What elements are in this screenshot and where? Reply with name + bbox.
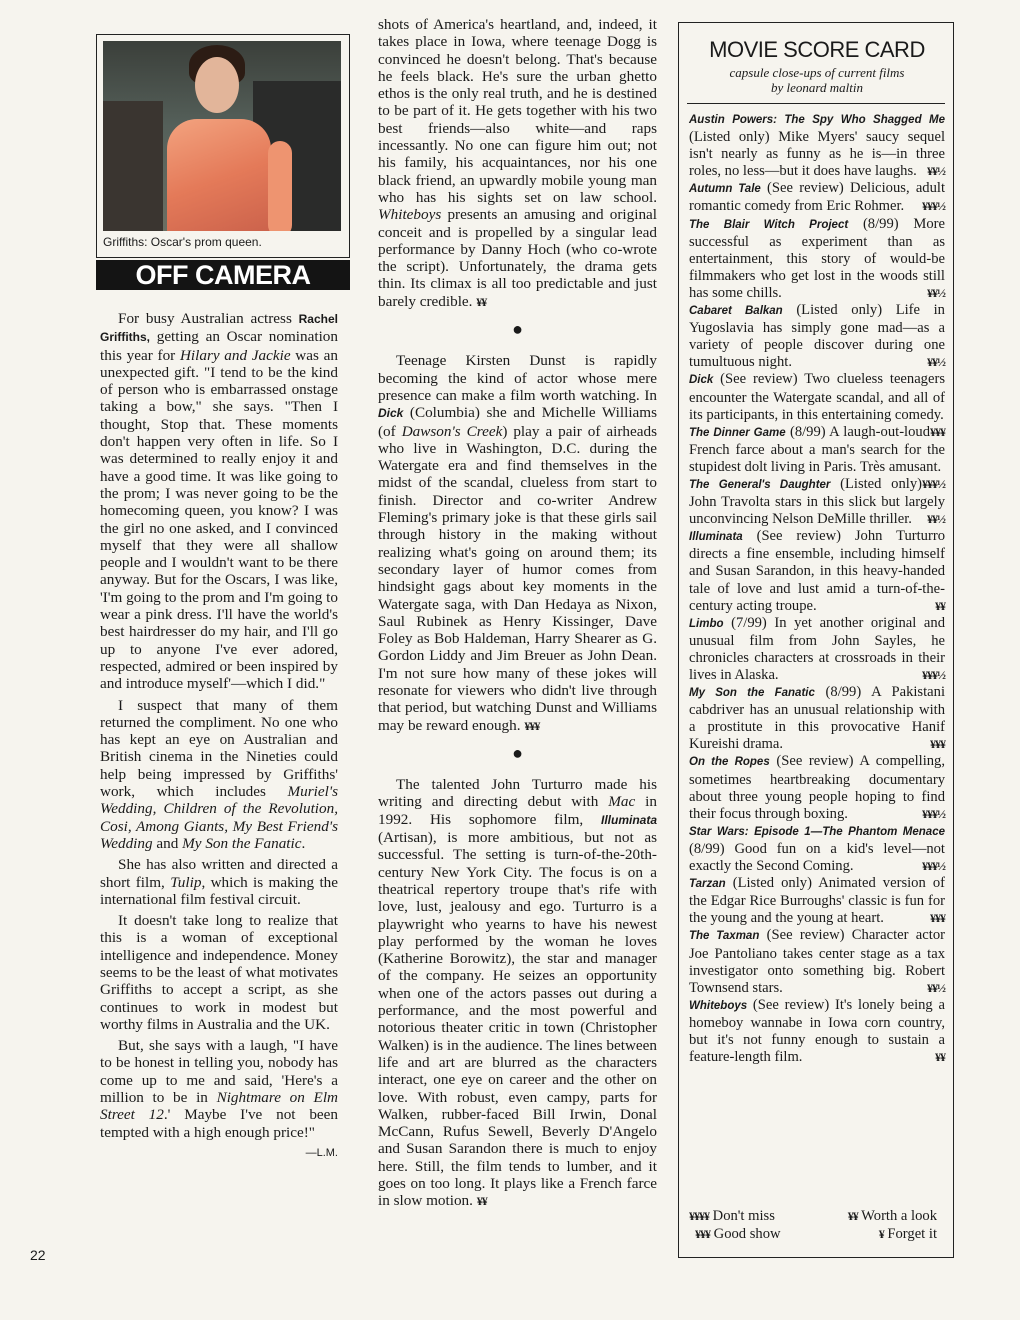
paragraph: For busy Australian actress Rachel Griffiths, getting an Oscar nomination this year for Hilary and Jackie was an unexpected gift. "I tend to be the kind of person who is embarrassed onstage taking a bow," she says. "Then I thought, Stop that. These moments don't happen very often in life. So I was determined to really enjoy it and have a good time. It was like going to the prom; I was never going to be the homecoming queen, you know? I was the girl no one asked, and I convinced myself that they were all shallow people and I wouldn't want to be there anyway. But for the Oscars, I was like, 'I'm going to the prom and I'm going to wear a pink dress. I'll have the world's best hairdresser do my hair, and I'll go up to anyone I've ever adored, respected, admired or been inspired by and introduce myself'—which I did." — [100, 310, 338, 693]
film-title: Autumn Tale — [689, 183, 761, 196]
scorecard-entry — [689, 927, 945, 996]
film-title: Whiteboys — [689, 999, 748, 1012]
scorecard-subtitle: capsule close-ups of current films by leonard maltin — [729, 65, 905, 95]
legend-item: ¥ Forget it — [878, 1226, 937, 1242]
paragraph: It doesn't take long to realize that this is a woman of exceptional intelligence and independence. Money seems to be the least of what motivates Griffiths to accept a script, as she continues to work in modest but worthy films in Australia and the UK. — [100, 912, 338, 1033]
scorecard-entry — [689, 997, 945, 1066]
film-blurb: (7/99) In yet another original and unusual film from John Sayles, he chronicles characters at crossroads in their lives in Alaska. — [689, 614, 945, 683]
rating-mark: ¥¥¥½ — [922, 806, 945, 821]
rating-mark: ¥¥¥ — [930, 424, 945, 439]
scorecard-entry — [689, 615, 945, 684]
film-blurb: (See review) John Turturro directs a fine ensemble, including himself and Susan Sarandon, in this heavy-handed tale of love and lust amid a turn-of-the-century acting troupe. — [689, 528, 945, 614]
rating-mark: ¥¥ — [935, 1050, 945, 1065]
reviews-column — [378, 16, 657, 1215]
film-title: Dick — [689, 374, 714, 387]
film-blurb: (See review) It's lonely being a homeboy wannabe in Iowa corn country, but it's not funny enough to sustain a feature-length film. — [689, 996, 945, 1066]
film-blurb: (8/99) A laugh-out-loud French farce about a man's search for the stupidest dolt living in Paris. Très amusant. — [689, 423, 945, 475]
rating-mark: ¥¥ — [476, 1194, 487, 1209]
scorecard-entries — [689, 111, 945, 1066]
scorecard-title: MOVIE SCORE CARD — [709, 37, 925, 62]
film-title: Illuminata — [689, 531, 743, 544]
scorecard-entry — [689, 753, 945, 822]
rating-mark: ¥¥½ — [927, 512, 945, 527]
film-title: The General's Daughter — [689, 478, 831, 491]
film-title: Austin Powers: The Spy Who Shagged Me — [689, 114, 945, 126]
film-blurb: (Listed only) Animated version of the Edgar Rice Burroughs' classic is fun for the young and the young at heart. — [689, 875, 945, 927]
off-camera-article — [100, 310, 338, 1162]
film-blurb: (See review) Delicious, adult romantic comedy from Eric Rohmer. — [689, 180, 945, 215]
rating-mark: ¥¥¥ — [930, 911, 945, 926]
page-number: 22 — [30, 1247, 46, 1263]
rating-mark: ¥¥¥½ — [922, 859, 945, 874]
paragraph: I suspect that many of them returned the compliment. No one who has kept an eye on Australian and British cinema in the Nineties could help being impressed by Griffiths' work, which includes Muriel's Wedding, Children of the Revolution, Cosi, Among Giants, My Best Friend's Wedding and My Son the Fanatic. — [100, 696, 338, 852]
review-illuminata: The talented John Turturro made his writing and directing debut with Mac in 1992. His sophomore film, Illuminata (Artisan), is more ambitious, but not as successful. The setting is turn-of-the-20th-century New York City. The focus is on a theatrical repertory troupe that's rife with love, lust, jealousy and ego. Turturro is a playwright who yearns to have his newest play performed by the woman he loves (Katherine Borowitz), the star and manager of the company. He seizes an opportunity when one of the actors passes out during a performance, and the most powerful and notorious theater critic in town (Christopher Walken) is in the audience. The lines between life and art are blurred as the characters interact, one eye on career and the other on love. With robust, even campy, parts for Walken, rubber-faced Bill Irwin, Donal McCann, Rufus Sewell, Beverly D'Angelo and Susan Sarandon there is much to enjoy here. Still, the film tends to lumber, and it goes on too long. It plays like a French farce in slow motion. ¥¥ — [378, 776, 657, 1210]
film-title: Tarzan — [689, 878, 726, 891]
rating-mark: ¥¥¥½ — [922, 199, 945, 214]
film-blurb: (Listed only) Life in Yugoslavia has simply gone mad—as a variety of people discover during one tumultuous night. — [689, 302, 945, 371]
divider — [687, 103, 945, 104]
film-title: Star Wars: Episode 1—The Phantom Menace — [689, 825, 945, 838]
film-title: My Son the Fanatic — [689, 687, 815, 700]
section-bullet: ● — [512, 742, 523, 763]
signoff: —L.M. — [305, 1146, 338, 1159]
paragraph: But, she says with a laugh, "I have to be honest in telling you, nobody has come up to me and said, 'Here's a million to be in Nightmare on Elm Street 12.' Maybe I've not been tempted with a high enough price!" —L.M. — [100, 1037, 338, 1141]
rating-mark: ¥¥¥½ — [922, 668, 945, 682]
photo-frame — [96, 34, 350, 258]
paragraph: She has also written and directed a short film, Tulip, which is making the international film festival circuit. — [100, 856, 338, 908]
section-heading: OFF CAMERA — [96, 260, 350, 290]
legend-item: ¥¥¥¥ Don't miss — [689, 1208, 775, 1224]
rating-mark: ¥¥¥ — [524, 718, 540, 733]
review-dick: Teenage Kirsten Dunst is rapidly becoming the kind of actor whose mere presence can make a film worth watching. In Dick (Columbia) she and Michelle Williams (of Dawson's Creek) play a pair of airheads who live in Washington, D.C. during the Watergate era and find themselves in the midst of the scandal, clueless from start to finish. Director and co-writer Andrew Fleming's primary joke is that these girls sail through history in the making without realizing what's going on around them; its secondary layer of humor comes from hindsight gags about key moments in the Watergate saga, with Dan Hedaya as Nixon, Saul Rubinek as Henry Kissinger, Dave Foley as Bob Haldeman, Harry Shearer as G. Gordon Liddy and Jim Breuer as John Dean. I'm not sure how many of these jokes will resonate for viewers who didn't live through that period, but watching Dunst and Williams may be reward enough. ¥¥¥ — [378, 352, 657, 734]
film-title: Limbo — [689, 617, 724, 630]
scorecard-entry — [689, 823, 945, 875]
movie-score-card — [678, 22, 954, 1258]
rating-mark: ¥¥½ — [927, 355, 945, 370]
rating-mark: ¥¥½ — [927, 980, 945, 995]
film-title: The Dinner Game — [689, 426, 786, 439]
film-blurb: (See review) Two clueless teenagers encounter the Watergate scandal, and all of its participants, in this entertaining comedy. — [689, 371, 945, 423]
review-whiteboys: shots of America's heartland, and, indeed, it takes place in Iowa, where teenage Dogg is convinced he doesn't belong. That's because he feels black. He's sure the urban ghetto ethos is the only real truth, and he is destined to be part of it. He gets together with his two best friends—also white—and raps incessantly. No one can figure him out; not his family, his acquaintances, nor his one black friend, an upwardly mobile young man who has his sights set on law school. Whiteboys presents an amusing and original conceit and is propelled by a singular lead performance by Danny Hoch (who co-wrote the script). Unfortunately, the drama gets thin. Its climax is all too predictable and just barely credible. ¥¥ — [378, 16, 657, 310]
film-title: Cabaret Balkan — [689, 305, 783, 318]
film-blurb: (Listed only) Mike Myers' saucy sequel isn't nearly as funny as he is—in three roles, no less—but it does have laughs. — [689, 129, 945, 180]
legend-item: ¥¥¥ Good show — [695, 1226, 781, 1242]
scorecard-entry — [689, 875, 945, 927]
rating-mark: ¥¥ — [476, 294, 487, 309]
rating-mark: ¥¥½ — [927, 285, 945, 300]
film-blurb: (Listed only) John Travolta stars in this slick but largely unconvincing Nelson DeMille thriller. — [689, 475, 945, 528]
film-blurb: (8/99) More successful as experiment than as entertainment, this story of would-be filmmakers who get lost in the woods still has some chills. — [689, 215, 946, 301]
film-blurb: (See review) Character actor Joe Pantoliano takes center stage as a tax investigator onto something big. Robert Townsend stars. — [689, 927, 945, 996]
film-blurb: (See review) A compelling, sometimes heartbreaking documentary about three young people hoping to find their focus through boxing. — [689, 753, 945, 822]
scorecard-entry — [689, 302, 945, 371]
scorecard-entry — [689, 180, 945, 215]
section-bullet: ● — [512, 319, 523, 340]
scorecard-entry — [689, 111, 945, 180]
rating-mark: ¥¥¥½ — [922, 476, 945, 491]
photo-caption: Griffiths: Oscar's prom queen. — [103, 235, 262, 249]
film-title: The Taxman — [689, 930, 760, 943]
scorecard-entry — [689, 528, 945, 614]
rating-mark: ¥¥ — [935, 598, 945, 613]
film-title: On the Ropes — [689, 756, 770, 769]
film-blurb: (8/99) Good fun on a kid's level—not exactly the Second Coming. — [689, 840, 945, 875]
legend-item: ¥¥ Worth a look — [847, 1208, 937, 1224]
rating-mark: ¥¥¥ — [930, 737, 945, 752]
rating-mark: ¥¥½ — [927, 164, 945, 179]
actress-photo — [103, 41, 341, 231]
scorecard-entry — [689, 476, 945, 528]
scorecard-entry — [689, 216, 945, 302]
film-title: The Blair Witch Project — [689, 218, 849, 231]
film-blurb: (8/99) A Pakistani cabdriver has an unusual relationship with a prostitute in this provocative Hanif Kureishi drama. — [689, 684, 945, 753]
scorecard-entry — [689, 684, 945, 753]
rating-legend — [689, 1207, 945, 1243]
